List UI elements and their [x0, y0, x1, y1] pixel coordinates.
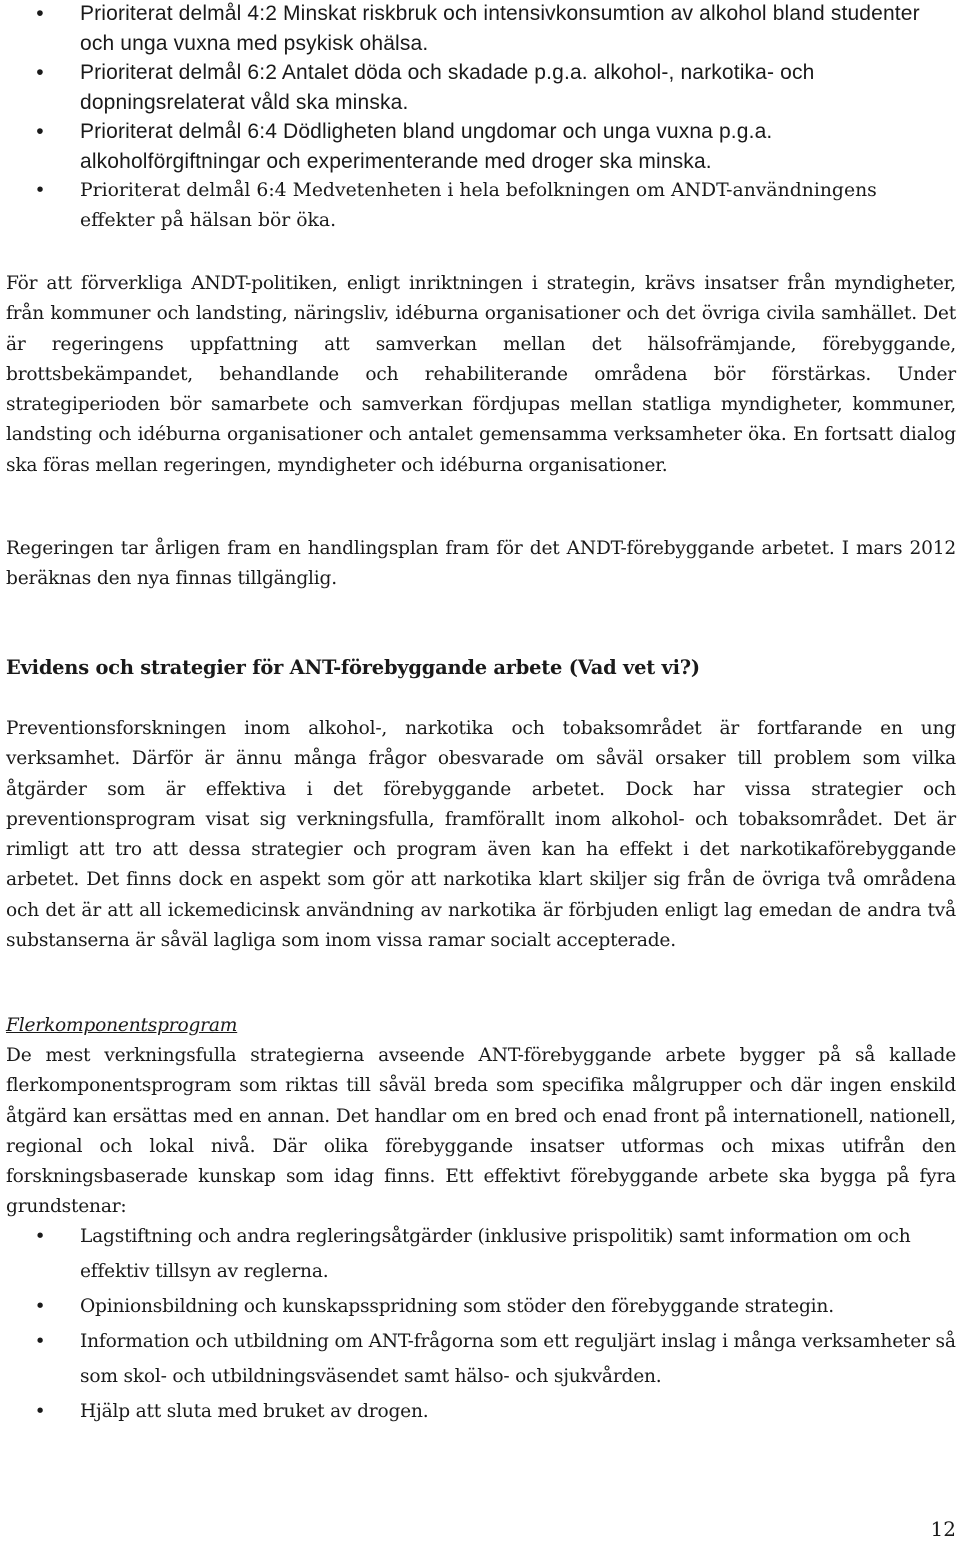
list-item — [0, 0, 955, 58]
bullet-icon: • — [34, 1296, 46, 1317]
bullet-icon: • — [34, 1226, 46, 1247]
cornerstones-bullet-list — [0, 1219, 958, 1429]
list-item-text: Prioriterat delmål 6:2 Antalet döda och skadade p.g.a. alkohol-, narkotika- och dopningsrelaterat våld ska minska. — [80, 61, 815, 114]
list-item — [0, 1394, 958, 1429]
list-item — [0, 117, 955, 176]
list-item-text: Hjälp att sluta med bruket av drogen. — [80, 1401, 429, 1422]
list-item — [0, 1289, 958, 1324]
bullet-icon: • — [36, 2, 44, 25]
paragraph-andt-policy: För att förverkliga ANDT-politiken, enligt inriktningen i strategin, krävs insatser från myndigheter, från kommuner och landsting, näringsliv, idéburna organisationer och det övriga civila samhället. Det är regeringens uppfattning att samverkan mellan det hälsofrämjande, förebyggande, brottsbekämpandet, behandlande och rehabiliterande områdena bör förstärkas. Under strategiperioden bör samarbete och samverkan fördjupas mellan statliga myndigheter, kommuner, landsting och idéburna organisationer och antalet gemensamma verksamheter öka. En fortsatt dialog ska föras mellan regeringen, myndigheter och idéburna organisationer. — [6, 273, 956, 476]
list-item-text: Prioriterat delmål 6:4 Dödligheten bland ungdomar och unga vuxna p.g.a. alkoholförgiftningar och experimenterande med droger ska minska. — [80, 120, 773, 173]
list-item-text: Lagstiftning och andra regleringsåtgärder (inklusive prispolitik) samt information om och effektiv tillsyn av reglerna. — [80, 1226, 911, 1282]
paragraph-multicomponent: De mest verkningsfulla strategierna avseende ANT-förebyggande arbete bygger på så kallade flerkomponentsprogram som riktas till såväl breda som specifika målgrupper och där ingen enskild åtgärd kan ersättas med en annan. Det handlar om en bred och enad front på internationell, nationell, regional och lokal nivå. Där olika förebyggande insatser utformas och mixas utifrån den forskningsbaserade kunskap som idag finns. Ett effektivt förebyggande arbete ska bygga på fyra grundstenar: — [6, 1045, 956, 1218]
bullet-icon: • — [34, 1331, 46, 1352]
list-item — [0, 1219, 958, 1289]
page-number: 12 — [930, 1517, 956, 1541]
bullet-icon: • — [34, 180, 46, 201]
list-item-text: Prioriterat delmål 6:4 Medvetenheten i hela befolkningen om ANDT-användningens effekter på hälsan bör öka. — [80, 180, 877, 231]
paragraph-action-plan: Regeringen tar årligen fram en handlingsplan fram för det ANDT-förebyggande arbetet. I mars 2012 beräknas den nya finnas tillgänglig. — [6, 538, 956, 590]
list-item — [0, 58, 955, 117]
bullet-icon: • — [36, 120, 44, 143]
subsection-heading: Flerkomponentsprogram — [6, 1015, 238, 1036]
bullet-icon: • — [36, 61, 44, 84]
list-item — [0, 1324, 958, 1394]
goals-bullet-list — [0, 0, 955, 235]
list-item-text: Opinionsbildning och kunskapsspridning som stöder den förebyggande strategin. — [80, 1296, 834, 1317]
bullet-icon: • — [34, 1401, 46, 1422]
list-item-text: Information och utbildning om ANT-frågorna som ett reguljärt inslag i många verksamheter så som skol- och utbildningsväsendet samt hälso- och sjukvården. — [80, 1331, 956, 1387]
section-heading: Evidens och strategier för ANT-förebyggande arbete (Vad vet vi?) — [6, 656, 700, 679]
list-item-text: Prioriterat delmål 4:2 Minskat riskbruk och intensivkonsumtion av alkohol bland studenter och unga vuxna med psykisk ohälsa. — [80, 2, 920, 55]
paragraph-prevention-research: Preventionsforskningen inom alkohol-, narkotika och tobaksområdet är fortfarande en ung verksamhet. Därför är ännu många frågor obesvarade om såväl orsaker till problem som vilka åtgärder som är effektiva i det förebyggande arbetet. Dock har vissa strategier och preventionsprogram visat sig verkningsfulla, framförallt inom alkohol- och tobaksområdet. Det är rimligt att tro att dessa strategier och program även kan ha effekt i det narkotikaförebyggande arbetet. Det finns dock en aspekt som gör att narkotika klart skiljer sig från de övriga två områdena och det är att all ickemedicinsk användning av narkotika är förbjuden enligt lag emedan de andra två substanserna är såväl lagliga som inom vissa ramar socialt accepterade. — [6, 718, 956, 952]
list-item — [0, 176, 955, 235]
